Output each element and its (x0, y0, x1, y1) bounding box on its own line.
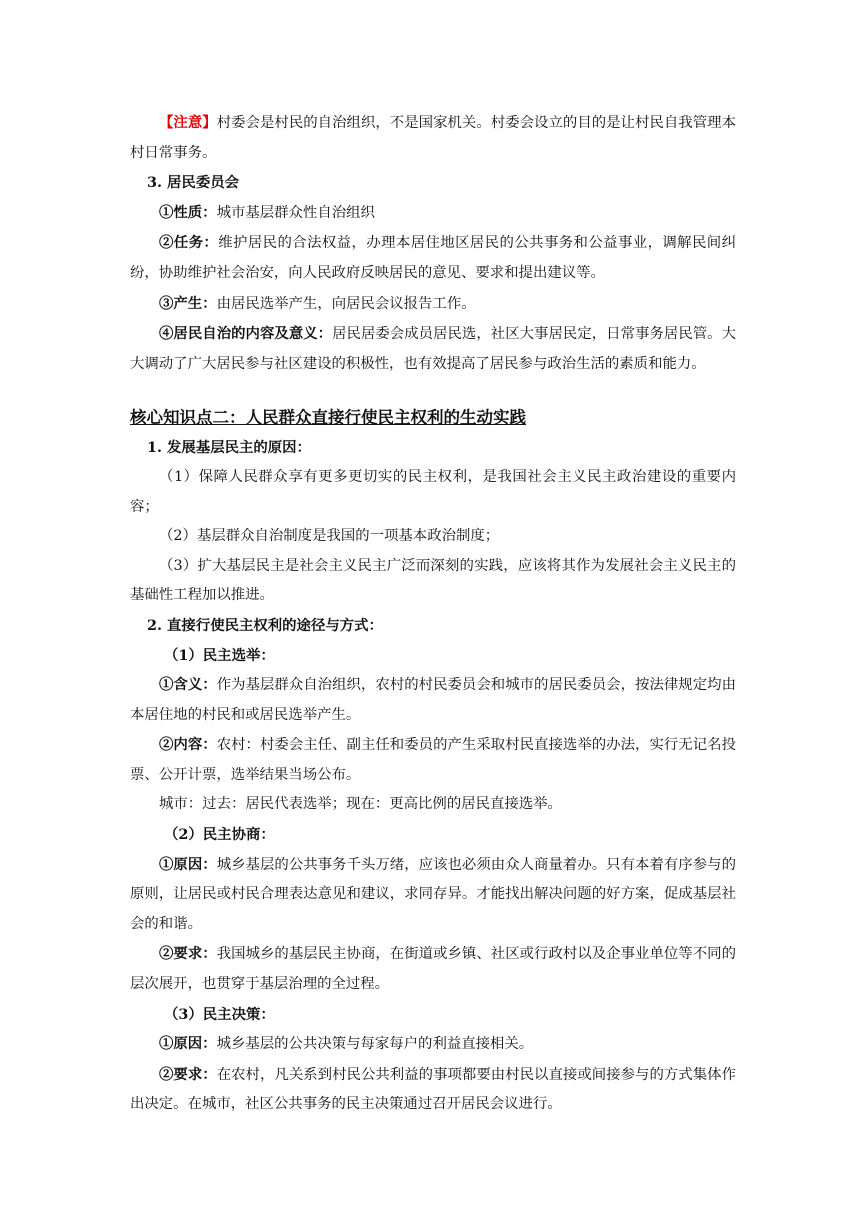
consultation-reason: ①原因：城乡基层的公共事务千头万绪，应该也必须由众人商量着办。只有本着有序参与的原则，让居民或村民合理表达意见和建议，求同存异。才能找出解决问题的好方案，促成基层社会的和谐。 (130, 855, 736, 932)
reason-item-3: （3）扩大基层民主是社会主义民主广泛而深刻的实践，应该将其作为发展社会主义民主的基础性工程加以推进。 (130, 557, 736, 604)
residents-heading: 3. 居民委员会 (147, 174, 239, 192)
election-content: ②内容：农村：村委会主任、副主任和委员的产生采取村民直接选举的办法，实行无记名投票、公开计票，选举结果当场公布。 (130, 736, 736, 783)
residents-task: ②任务：维护居民的合法权益，办理本居住地区居民的公共事务和公益事业，调解民间纠纷，协助维护社会治安，向人民政府反映居民的意见、要求和提出建议等。 (130, 234, 736, 281)
reason-item-1: （1）保障人民群众享有更多更切实的民主权利，是我国社会主义民主政治建设的重要内容； (130, 468, 736, 515)
note-label: 【注意】 (159, 114, 217, 131)
decision-heading: （3）民主决策： (164, 1005, 275, 1023)
residents-origin: ③产生：由居民选举产生，向居民会议报告工作。 (159, 294, 476, 312)
reason-item-2: （2）基层群众自治制度是我国的一项基本政治制度； (159, 528, 500, 545)
residents-nature: ①性质：城市基层群众性自治组织 (159, 203, 375, 221)
note-text: 村委会是村民的自治组织，不是国家机关。村委会设立的目的是让村民自我管理本村日常事务。 (130, 115, 736, 161)
consultation-requirement: ②要求：我国城乡的基层民主协商，在街道或乡镇、社区或行政村以及企事业单位等不同的层次展开，也贯穿于基层治理的全过程。 (130, 945, 736, 993)
election-meaning: ①含义：作为基层群众自治组织，农村的村民委员会和城市的居民委员会，按法律规定均由本居住地的村民和或居民选举产生。 (130, 676, 736, 723)
decision-requirement: ②要求：在农村，凡关系到村民公共利益的事项都要由村民以直接或间接参与的方式集体作出决定。在城市，社区公共事务的民主决策通过召开居民会议进行。 (130, 1065, 736, 1113)
section-title: 核心知识点二：人民群众直接行使民主权利的生动实践 (130, 408, 526, 428)
election-city: 城市：过去：居民代表选举；现在：更高比例的居民直接选举。 (159, 796, 562, 813)
reasons-heading: 1. 发展基层民主的原因： (147, 439, 311, 457)
decision-reason: ①原因：城乡基层的公共决策与每家每户的利益直接相关。 (159, 1035, 534, 1053)
residents-meaning: ④居民自治的内容及意义：居民居委会成员居民选，社区大事居民定，日常事务居民管。大大调动了广大居民参与社区建设的积极性，也有效提高了居民参与政治生活的素质和能力。 (130, 325, 736, 372)
consultation-heading: （2）民主协商： (164, 826, 275, 844)
note-paragraph (130, 108, 736, 168)
election-heading: （1）民主选举： (164, 646, 275, 664)
ways-heading: 2. 直接行使民主权利的途径与方式： (147, 616, 383, 634)
document-page (130, 108, 736, 1120)
